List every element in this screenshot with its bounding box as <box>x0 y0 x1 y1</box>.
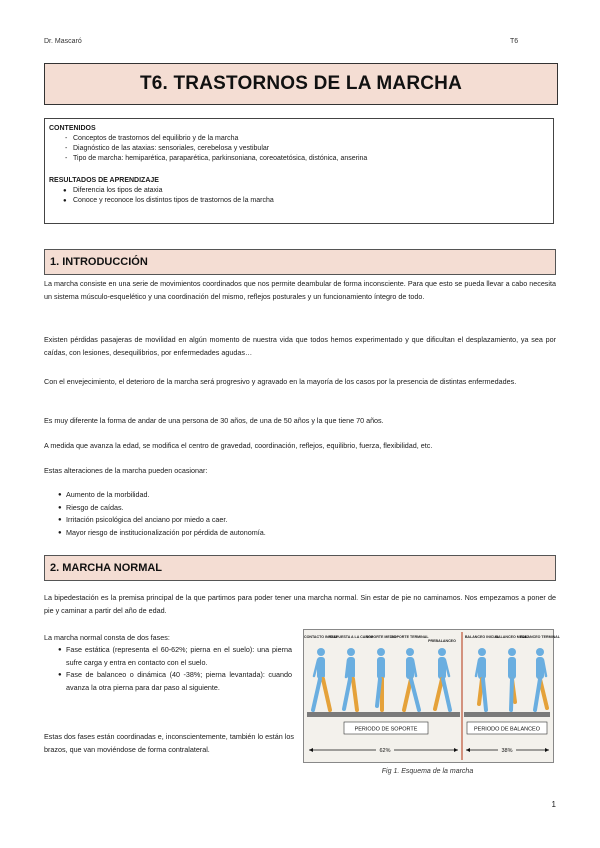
contenidos-list <box>49 134 549 164</box>
paragraph: Estas alteraciones de la marcha pueden ocasionar: <box>44 466 208 475</box>
walker-figure <box>377 648 385 710</box>
swing-label: BALANCEO TERMINAL <box>520 635 560 639</box>
contenidos-item: - Conceptos de trastornos del equilibrio y de la marcha <box>49 134 549 144</box>
walker-figures <box>313 648 547 710</box>
walker-figure <box>404 648 419 710</box>
header-code: T6 <box>510 38 519 45</box>
section-heading-marcha-normal <box>44 555 556 581</box>
paragraph: Estas dos fases están coordinadas e, inconscientemente, también lo están los brazos, que van moviéndose de forma contralateral. <box>44 732 294 754</box>
resultados-item: ● Diferencia los tipos de ataxia <box>49 186 549 196</box>
section-title: 1. INTRODUCCIÓN <box>50 256 148 268</box>
paragraph: Con el envejecimiento, el deterioro de la marcha será progresivo y agravado en la mayoría de los casos por la presencia de distintas enfermedades. <box>44 377 517 386</box>
paragraph: Es muy diferente la forma de andar de una persona de 30 años, de una de 50 años y la que tiene 70 años. <box>44 416 384 425</box>
resultados-list <box>49 186 549 206</box>
paragraph: Existen pérdidas pasajeras de movilidad en algún momento de nuestra vida que todos hemos experimentado y que dificultan el desplazamiento, ya sea por caídas, con lesiones, desequilibrios, por enfermedades agudas… <box>44 335 556 357</box>
walker-figure <box>476 648 486 710</box>
list-item: ● Irritación psicológica del anciano por miedo a caer. <box>44 514 556 527</box>
list-item: ● Fase estática (representa el 60-62%; pierna en el suelo): una pierna sufre carga y entra en contacto con el suelo. <box>44 644 292 669</box>
header-author: Dr. Mascaró <box>44 38 82 45</box>
figure-caption: Fig 1. Esquema de la marcha <box>381 768 474 775</box>
swing-label: BALANCEO MEDIO <box>495 635 529 639</box>
gait-cycle-figure <box>303 629 560 763</box>
gait-cycle-illustration <box>303 630 560 762</box>
swing-percent: 38% <box>501 748 513 754</box>
stance-percent: 62% <box>379 748 391 754</box>
stance-label: RESPUESTA A LA CARGA <box>328 635 374 639</box>
stance-label: SOPORTE MEDIO <box>365 635 397 639</box>
paragraph: La marcha consiste en una serie de movimientos coordinados que nos permite deambular de forma inconsciente. Para que esto se pueda llevar a cabo necesita un sistema músculo-esquelético y una coordinación del mismo, reflejos posturales y un funcionamiento íntegro de todo. <box>44 279 556 301</box>
walker-figure <box>435 648 450 710</box>
section-title: 2. MARCHA NORMAL <box>50 562 163 574</box>
section-heading-introduccion <box>44 249 556 275</box>
page-number: 1 <box>551 800 556 809</box>
list-item: ● Mayor riesgo de institucionalización por pérdida de autonomía. <box>44 527 556 540</box>
stance-label: SOPORTE TERMINAL <box>391 635 429 639</box>
walker-figure <box>535 648 547 710</box>
stance-label: PREBALANCEO <box>428 639 456 643</box>
ground-stance <box>307 712 460 717</box>
stance-label: CONTACTO INICIAL <box>303 635 339 639</box>
swing-period-label: PERIODO DE BALANCEO <box>473 726 541 733</box>
title-banner <box>44 63 558 105</box>
walker-figure <box>344 648 357 710</box>
resultados-label: RESULTADOS DE APRENDIZAJE <box>49 177 159 184</box>
phases-intro: La marcha normal consta de dos fases: <box>44 633 170 642</box>
resultados-item: ● Conoce y reconoce los distintos tipos de trastornos de la marcha <box>49 196 549 206</box>
walker-figure <box>313 648 330 710</box>
phases-list <box>44 644 292 694</box>
paragraph: La bipedestación es la premisa principal de la que partimos para poder tener una marcha normal. Sin estar de pie no caminamos. Nos empezamos a poner de pie y caminar a partir del año de edad. <box>44 593 556 615</box>
ground-swing <box>464 712 550 717</box>
contenidos-item: - Tipo de marcha: hemiparética, paraparética, parkinsoniana, coreoatetósica, distónica, anserina <box>49 154 549 164</box>
swing-label: BALANCEO INICIAL <box>464 635 500 639</box>
contenidos-item: - Diagnóstico de las ataxias: sensoriales, cerebelosa y vestibular <box>49 144 549 154</box>
contenidos-label: CONTENIDOS <box>49 125 96 132</box>
list-item: ● Fase de balanceo o dinámica (40 -38%; pierna levantada): cuando avanza la otra pierna para dar paso al siguiente. <box>44 669 292 694</box>
list-item: ● Riesgo de caídas. <box>44 502 556 515</box>
stance-period-label: PERIODO DE SOPORTE <box>354 726 418 733</box>
page-title: T6. TRASTORNOS DE LA MARCHA <box>139 73 463 94</box>
consequences-list <box>44 489 556 539</box>
list-item: ● Aumento de la morbilidad. <box>44 489 556 502</box>
paragraph: A medida que avanza la edad, se modifica el centro de gravedad, coordinación, reflejos, equilibrio, fuerza, flexibilidad, etc. <box>44 441 433 450</box>
walker-figure <box>508 648 516 710</box>
contents-box <box>44 118 554 224</box>
